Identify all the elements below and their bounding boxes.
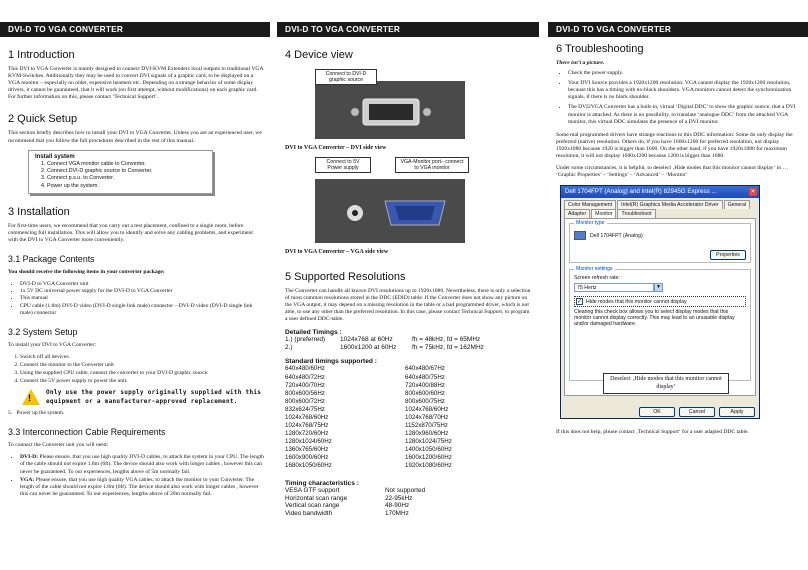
ok-button[interactable]: OK	[639, 407, 675, 417]
hide-modes-description: Clearing this check box allows you to select display modes that this monitor cannot display correctly. This may lead to an unusable display and/or damaged hardware.	[574, 309, 735, 328]
section-package-contents-title: 3.1 Package Contents	[8, 254, 95, 265]
install-step: 1. Connect VGA monitor cable to Converter.	[47, 161, 206, 167]
system-setup-lead: To install your DVI to VGA Converter:	[8, 341, 97, 348]
troubleshooting-item: • The DVI2VGA Converter has a built-in, virtual ‘Digital DDC’ to show the graphic source, that a DVI monitor is attached. As there is no possibility, to translate ‘analogue DDC’ from the attached VGA monitor, this virtual DDC simulates the presence of a DVI monitor.	[568, 104, 802, 125]
warning-icon: !	[22, 389, 40, 405]
install-step: 2. Connect DVI-D graphic source to Converter.	[47, 168, 206, 174]
vga-side-photo	[315, 159, 465, 243]
deselect-annotation: Deselect ‚Hide modes that this monitor cannot display‘	[603, 373, 729, 394]
properties-button[interactable]: Properties	[710, 250, 746, 260]
package-lead: You should receive the following items in your converter package:	[8, 269, 165, 276]
dvi-connector-icon	[315, 81, 465, 139]
quick-setup-text: This section briefly describes how to install your DVI to VGA Converter. Unless you are an experienced user, we recommend that you follow the full procedures described in the rest of this manual..	[8, 130, 262, 144]
monitor-type-label: Monitor type	[576, 220, 605, 227]
setup-step-5: Power up the system.	[16, 410, 65, 417]
hide-modes-label: Hide modes that this monitor cannot display	[586, 298, 687, 305]
install-system-title: Install system	[35, 153, 75, 160]
dialog-tabs	[561, 198, 759, 218]
dvi-cable-requirement: • DVI-D: Please ensure, that you use high quality DVI-D cables, to attach the system to your CPU. The length of the cable should not expire 1.8m (6ft). The device should also work with longer cables , however this can never be guaranteed. To our experiences, lengths above of 5m normally fail.	[20, 454, 264, 475]
section-introduction-title: 1 Introduction	[8, 49, 75, 61]
close-icon[interactable]: ✕	[750, 189, 756, 196]
vga-port-callout: VGA-Monitor port– connect to VGA monitor	[395, 157, 469, 173]
dialog-title: Dell 1704FPT (Analog) and Intel(R) 82945G Express ...	[561, 186, 759, 198]
monitor-type-group	[569, 220, 751, 263]
install-system-box	[28, 150, 213, 194]
standard-timings-title: Standard timings supported :	[285, 358, 377, 366]
install-step: 4. Power up the system.	[47, 183, 206, 189]
detailed-timings-title: Detailed Timings :	[285, 329, 342, 337]
tab-color-management[interactable]: Color Management	[564, 200, 616, 209]
troubleshooting-subtitle: There isn’t a picture.	[556, 60, 605, 66]
vga-side-caption: DVI to VGA Converter – VGA side view	[285, 249, 389, 255]
page-header-left: DVI-D TO VGA CONVERTER	[0, 22, 270, 37]
refresh-rate-select[interactable]: 75 Hertz	[574, 283, 654, 292]
package-item: • DVI-D to VGA Converter unit	[20, 281, 264, 288]
tab-monitor[interactable]: Monitor	[591, 209, 616, 218]
monitor-name: Dell 1704FPT (Analog)	[590, 232, 643, 239]
page-header-middle: DVI-D TO VGA CONVERTER	[277, 22, 539, 37]
package-item: • This manual	[20, 295, 264, 302]
section-supported-resolutions-title: 5 Supported Resolutions	[285, 271, 406, 283]
setup-step: 2. Connect the monitor to the Converter unit	[20, 362, 264, 369]
troubleshooting-item: • Your DVI Source provides a 1920x1200 resolution. VGA cannot display the 1920x1200 resolution, because this has a timing with no-black shoulders. VGA monitors cannot detect the synchronization signals, if there is no black shoulder.	[568, 80, 802, 101]
section-device-view-title: 4 Device view	[285, 49, 353, 61]
chevron-down-icon[interactable]: ▼	[654, 283, 663, 292]
dvi-callout: Connect to DVI-D graphic source	[315, 69, 377, 85]
tab-intel-graphics[interactable]: Intel(R) Graphics Media Accelerator Driver	[617, 200, 722, 209]
package-item: • 1x 5V DC universal power supply for the DVI-D to VGA Converter	[20, 288, 264, 295]
standard-timings-list: 640x480/60Hz 640x480/67Hz 640x480/72Hz 640x480/75Hz 720x400/70Hz 720x400/88Hz 800x600/56Hz 800x600/60Hz 800x600/72Hz 800x600/75Hz 832x624/75Hz 1024x768/60Hz 1024x768/60Hz 1024x768/70Hz 1024x768/75Hz 1152x870/75Hz 1280x720/60Hz 1280x960/60Hz 1280x1024/60Hz 1280x1024/75Hz 1360x765/60Hz 1400x1050/60Hz 1600x900/60Hz 1600x1200/60Hz 1680x1050/60Hz 1920x1080/60Hz	[285, 365, 452, 470]
section-installation-title: 3 Installation	[8, 205, 70, 218]
monitor-dialog-screenshot	[556, 185, 802, 423]
page-header-right: DVI-D TO VGA CONVERTER	[548, 22, 808, 37]
troubleshooting-footer: If this does not help, please contact ‚Technical Support‘ for a user adapted DDC table.	[556, 429, 749, 436]
warning-text: Only use the power supply originally supplied with this equipment or a manufacturer-approved replacement.	[46, 389, 262, 406]
power-warning	[22, 388, 264, 406]
section-system-setup-title: 3.2 System Setup	[8, 326, 78, 337]
cancel-button[interactable]: Cancel	[679, 407, 715, 417]
refresh-rate-label: Screen refresh rate:	[574, 275, 620, 282]
column-right	[548, 0, 808, 570]
supported-resolutions-text: The Converter can handle all known DVI resolutions up to 1920x1080. Nevertheless, there is only a selection of most common resolutions stored in the DDC (EDID) table. If the Converter does not show any picture on the VGA output, it may depend on a missing resolution in the table or a bad programmed driver, which is not able, to use any other than the preferred resolution. In this case, please contact Technical Support, to program a user defined DDC-table.	[285, 288, 531, 323]
interconnection-lead: To connect the Converter unit you will need:	[8, 442, 109, 449]
dvi-side-caption: DVI to VGA Converter – DVI side view	[285, 145, 387, 151]
driver-behaviour-text: Some mal programmed drivers have strange reactions to this DDC information: Some do only display the preferred (native) resolution. Others do, if you have 1600x1200 for preferred resolution, not display 1920x1080 because 1920 is bigger than 1600. On the other hand, if you have 1920x1080 for maximum resolution, it will not display 1600x1200 because 1200 is bigger than 1080.	[556, 131, 793, 160]
power-callout: Connect to 5V Power supply	[315, 157, 371, 173]
package-item: • CPU cable (1.8m) DVI-D video (DVI-D single link male) connector – DVI-D video (DVI-D single link male) connector	[20, 303, 264, 317]
section-troubleshooting-title: 6 Troubleshooting	[556, 43, 644, 55]
tab-troubleshoot[interactable]: Troubleshoot	[617, 209, 655, 218]
deselect-hint-text: Under some circumstances, it is helpful, to deselect ‚Hide modes that this monitor cannot display‘ in … ‘Graphic Properties’ – ‘Settings’ – ‘Advanced’ – ‘Monitor’	[556, 165, 789, 179]
timing-characteristics: VESA GTF support Not supported Horizontal scan range 22-95kHz Vertical scan range 48-90Hz Video bandwidth 170MHz	[285, 487, 426, 518]
timing-characteristics-title: Timing characteristics :	[285, 480, 359, 488]
installation-text: For first-time users, we recommend that you carry out a test placement, confined to a single room, before commencing full installation. This will allow you to identify and solve any cabling problems, and experiment with the DVI to VGA Converter more conveniently.	[8, 222, 253, 244]
monitor-icon	[574, 231, 586, 240]
section-interconnection-title: 3.3 Interconnection Cable Requirements	[8, 427, 166, 438]
setup-step: 1. Switch off all devices.	[20, 354, 264, 361]
column-middle	[277, 0, 539, 570]
setup-step-5-number: 5.	[8, 410, 13, 417]
tab-general[interactable]: General	[724, 200, 750, 209]
hide-modes-checkbox[interactable]: ✓	[577, 299, 583, 306]
vga-connector-icon	[315, 179, 465, 243]
column-left	[0, 0, 270, 570]
detailed-timings: 1.) (preferred) 1024x768 at 60Hz fh = 48kHz, fd = 65MHz 2.) 1600x1200 at 60Hz fh = 75kHz, fd = 162MHz	[285, 336, 484, 352]
tab-adapter[interactable]: Adapter	[564, 209, 590, 218]
setup-step: 4. Connect the 5V power supply to power the unit.	[20, 378, 264, 385]
introduction-text: This DVI to VGA Converter is mainly designed to connect DVI-KVM Extenders local outputs to traditional VGA KVM-Switches. Additionally they may be used to convert DVI signals of a graphic card, to be displayed on a VGA monitor – especially on older, expensive beamers etc. Depending on a strange behavior of some display drivers, it cannot be guaranteed, that it will work (on first attempt, without modifications) on each graphic card. For further information on this, please contact ‘Technical Support’.	[8, 66, 264, 101]
apply-button[interactable]: Apply	[719, 407, 755, 417]
install-step: 3. Connect p.s.u. to Converter.	[47, 175, 206, 181]
vga-cable-requirement: • VGA: Please ensure, that you use high quality VGA cables, to attach the monitor to your Converter. The length of the cable should not expire 1.8m (6ft). The device should also work with longer cables , however this can never be guaranteed. To our experiences, lengths above of 20m normally fail.	[20, 477, 264, 498]
monitor-tab-panel	[564, 218, 756, 396]
setup-step: 3. Using the supplied CPU cable, connect the converter to your DVI-D graphic source.	[20, 370, 264, 377]
section-quick-setup-title: 2 Quick Setup	[8, 113, 78, 126]
monitor-settings-label: Monitor settings	[576, 266, 613, 273]
monitor-settings-group	[569, 266, 751, 381]
dvi-side-photo	[315, 71, 465, 139]
troubleshooting-item: • Check the power supply.	[568, 70, 802, 77]
